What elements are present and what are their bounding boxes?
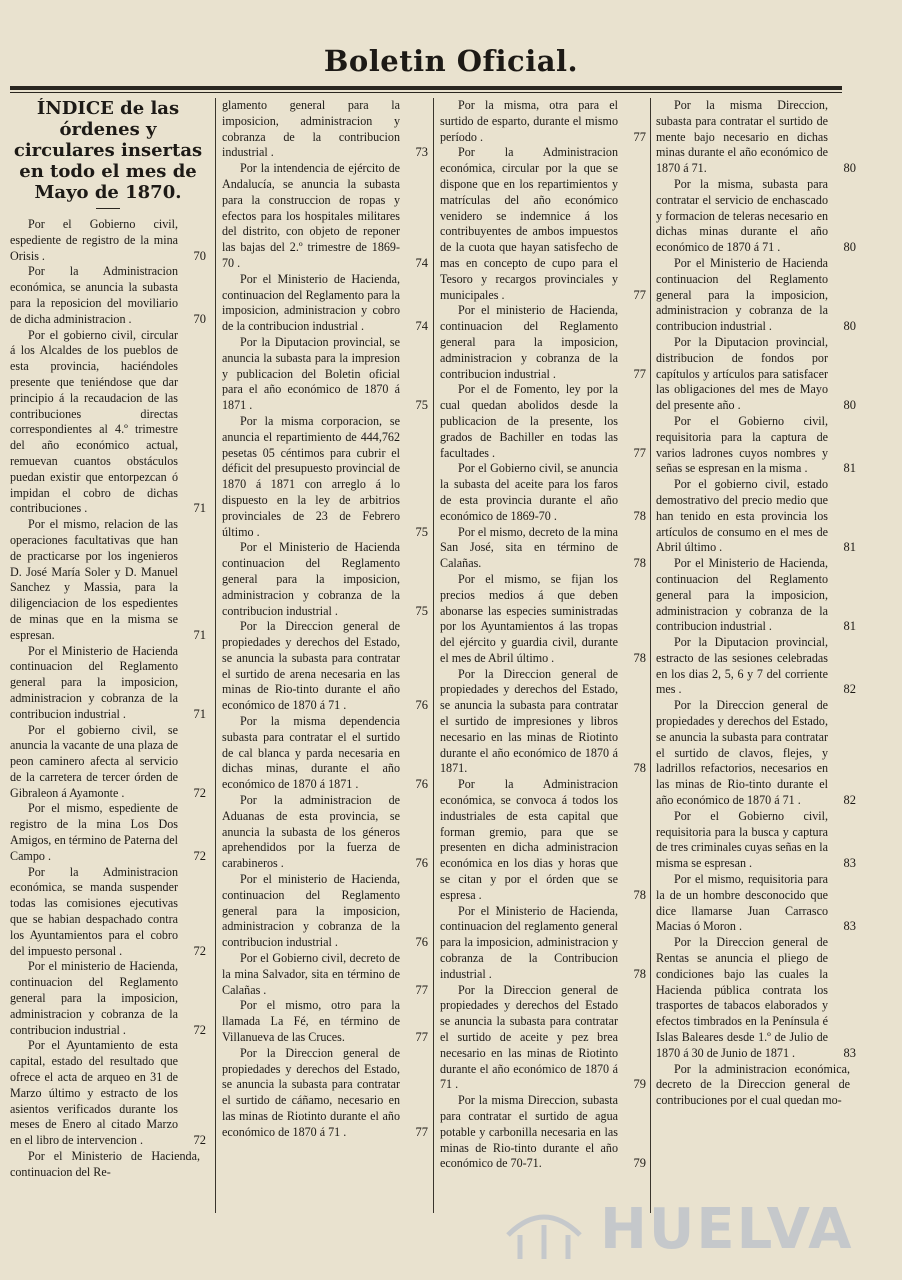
entry-text: Por el gobierno civil, se anuncia la vacante de una plaza de peon caminero afecta al servicio de la carretera de tercer órden de Gibraleon á Ayamonte . [10,722,178,800]
entry-page-number: 79 [633,1077,646,1092]
index-entry [656,809,856,872]
index-entry [222,272,428,335]
index-entry [222,998,428,1045]
entry-text: Por la intendencia de ejército de Andalucía, se anuncia la subasta para la construccion de ropas y efectos para los hospitales militares del distrito, con objeto de reponer las bajas del 2.º trimestre de 1869-70 . [222,161,400,270]
entry-text: Por el Gobierno civil, requisitoria para la busca y captura de tres criminales cuyas señas en la misma se espresan . [656,808,828,871]
entry-text: Por la misma dependencia subasta para contratar el el surtido de cal blanca y parda necesaria en dichas minas, durante el año económico de 1870 á 1871 . [222,714,400,792]
entries-list [656,98,856,1109]
index-entry [222,619,428,714]
index-entry [222,98,428,161]
masthead-title: Boletin Oficial. [323,44,579,78]
entry-text: Por la Administracion económica, circular por la que se dispone que en los repartimientos y matrículas del año económico venidero se indemnice á los contribuyentes de ambos impuestos de la cuota que hayan satisfecho de mas en concepto de cupo para el Tesoro y recargos provinciales y municipales . [440,145,618,302]
index-entry [440,667,646,778]
entry-page-number: 77 [633,366,646,381]
index-entry [222,540,428,619]
index-entry [222,1046,428,1141]
index-entry [222,414,428,540]
entry-page-number: 76 [415,935,428,950]
entry-text: Por la Direccion general de Rentas se anuncia el pliego de condiciones bajo las cuales la Hacienda pública contrata los trasportes de tabacos elaborados y efectos timbrados en la Península é Islas Baleares desde 1.º de Julio de 1870 á 30 de Junio de 1871 . [656,935,828,1060]
entry-text: Por el Ministerio de Hacienda continuacion del Reglamento general para la imposicion, administracion y cobranza de la contribucion industrial . [10,643,178,721]
entry-text: Por el mismo, otro para la llamada La Fé, en término de Villanueva de las Cruces. [222,998,400,1045]
entry-text: Por la administracion de Aduanas de esta provincia, se anuncia la subasta de los géneros aprehendidos por la fuerza de carabineros . [222,793,400,871]
entry-page-number: 75 [415,398,428,413]
entry-text: Por el mismo, relacion de las operaciones facultativas que han de practicarse por los ingenieros D. José María Soler y D. Manuel Sanchez y Massia, para la diligenciacion de los espedientes de minas que en la misma se espresan. [10,517,178,642]
entry-text: Por el gobierno civil, estado demostrativo del precio medio que han tenido en esta provincia los artículos de consumo en el mes de Abril último . [656,477,828,555]
entry-page-number: 78 [633,966,646,981]
entry-text: Por el Gobierno civil, requisitoria para la captura de varios ladrones cuyos nombres y señas se espresan en la misma . [656,413,828,476]
index-entry [222,161,428,272]
entry-page-number: 73 [415,145,428,160]
entry-page-number: 72 [193,1133,206,1148]
entry-text: Por el gobierno civil, circular á los Alcaldes de los pueblos de esta provincia, haciéndoles presente que teniéndose que dar principio á la recaudacion de las contribuciones directas correspondientes al 4.º trimestre del año económico actual, remuevan cuantos obstáculos puedan existir que entorpezcan ó impidan el cobro de dichas contribuciones . [10,327,178,516]
entry-page-number: 77 [415,1124,428,1139]
entry-page-number: 72 [193,785,206,800]
entry-page-number: 83 [843,1045,856,1060]
entry-page-number: 78 [633,761,646,776]
entry-text: Por el Ministerio de Hacienda continuacion del Reglamento general para la imposicion, administracion y cobranza de la contribucion industrial . [222,540,400,618]
entry-text: Por el Ministerio de Hacienda, continuacion del Reglamento general para la imposicion, administracion y cobranza de la contribucion industrial . [656,556,828,634]
column-3 [440,98,646,1278]
entry-page-number: 81 [843,619,856,634]
index-entry [10,217,206,264]
entry-page-number: 78 [633,887,646,902]
column-divider [650,98,651,1213]
index-entry [10,328,206,518]
index-entry [440,382,646,461]
entry-text: Por la Direccion general de propiedades y derechos del Estado se anuncia la subasta para contratar el surtido de aceite y pez brea necesario en las minas de Riotinto durante el año económico de 1870 á 71 . [440,982,618,1092]
entry-page-number: 78 [633,650,646,665]
entry-text: Por la misma Direccion, subasta para contratar el surtido de mente bajo necesario en dichas minas durante el año económico de 1870 á 71. [656,98,828,176]
entry-text: Por la Administracion económica, se anuncia la subasta para la reposicion del moviliario de dicha administracion . [10,264,178,326]
index-entry [440,777,646,903]
watermark-text: HUELVA [600,1197,854,1262]
entry-page-number: 78 [633,556,646,571]
index-entry [440,145,646,303]
index-entry [656,556,856,635]
index-entry [222,335,428,414]
column-2 [222,98,428,1278]
index-entry [10,959,206,1038]
index-title: ÍNDICE de las órdenes y circulares insertas en todo el mes de Mayo de 1870. [13,98,203,203]
entry-text: Por el mismo, decreto de la mina San José, sita en término de Calañas. [440,524,618,571]
entry-page-number: 70 [193,248,206,263]
entry-text: Por el mismo, espediente de registro de la mina Los Dos Amigos, en término de Paterna del Campo . [10,801,178,863]
masthead-rule-thick [10,86,842,90]
index-entry [656,1062,856,1109]
entry-text: Por el ministerio de Hacienda, continuacion del Reglamento general para la imposicion, administracion y cobranza de la contribucion industrial . [222,872,400,950]
entry-text: Por la Direccion general de propiedades y derechos del Estado, se anuncia la subasta para contratar el surtido de cáñamo, necesario en las minas de Riotinto durante el año económico de 1870 á 71 . [222,1045,400,1139]
entry-text: Por la Diputacion provincial, estracto de las sesiones celebradas en los dias 2, 5, 6 y 7 del corriente mes . [656,635,828,697]
index-entry [10,264,206,327]
index-entry [222,793,428,872]
entry-text: Por la Direccion general de propiedades y derechos del Estado, se anuncia la subasta para contratar el surtido de impresiones y libros necesario en las minas de Riotinto durante el año económico de 1870 á 1871. [440,666,618,776]
index-entry [656,477,856,556]
entry-page-number: 80 [843,240,856,255]
column-4 [656,98,856,1278]
index-entry [440,904,646,983]
column-divider [215,98,216,1213]
index-entry [656,935,856,1061]
index-entry [222,951,428,998]
index-entry [440,461,646,524]
index-entry [656,335,856,414]
index-entry [656,635,856,698]
entry-page-number: 76 [415,777,428,792]
entry-page-number: 71 [193,501,206,516]
entry-page-number: 80 [843,319,856,334]
entry-text: Por la Administracion económica, se manda suspender todas las comisiones ejecutivas que se habian despachado contra los Ayuntamientos para el cobro del impuesto personal . [10,864,178,958]
entries-list [10,217,206,1181]
entry-page-number: 75 [415,603,428,618]
entry-text: Por el Ministerio de Hacienda, continuacion del Re- [10,1149,200,1179]
entry-page-number: 79 [633,1156,646,1171]
masthead-rule-thin [10,92,842,93]
index-entry [222,714,428,793]
index-entry [440,98,646,145]
entry-page-number: 72 [193,1022,206,1037]
entry-page-number: 74 [415,255,428,270]
index-entry [656,414,856,477]
library-watermark-logo [500,1195,588,1267]
entry-page-number: 70 [193,311,206,326]
entry-page-number: 74 [415,319,428,334]
entry-page-number: 81 [843,540,856,555]
index-entry [440,983,646,1094]
entry-page-number: 82 [843,793,856,808]
index-entry [10,644,206,723]
index-entry [656,872,856,935]
index-entry [440,525,646,572]
entry-page-number: 72 [193,943,206,958]
entry-page-number: 83 [843,919,856,934]
title-divider [96,208,120,209]
entry-text: Por el Ayuntamiento de esta capital, estado del resultado que ofrece el acta de arqueo en 31 de Marzo último y estracto de los asientos verificados durante los meses de Enero al citado Marzo en el libro de intervencion . [10,1038,178,1148]
entry-text: Por la misma corporacion, se anuncia el repartimiento de 444,762 pesetas 05 céntimos para cubrir el déficit del presupuesto provincial de 1870 á 1871 con arreglo á lo dispuesto en la ley de arbitrios provinciales de 23 de Febrero último . [222,413,400,539]
entry-page-number: 77 [415,1030,428,1045]
entry-text: Por el ministerio de Hacienda, continuacion del Reglamento general para la imposicion, administracion y cobranza de la contribucion industrial . [440,303,618,381]
index-entry [10,1038,206,1149]
entry-text: Por la administracion económica, decreto de la Direccion general de contribuciones por el cual quedan mo- [656,1061,850,1108]
entry-text: Por el mismo, se fijan los precios medios á que deben abonarse las especies suministradas por los Ayuntamientos á las tropas del ejército y guardia civil, durante el mes de Abril último . [440,571,618,665]
entry-text: Por la Direccion general de propiedades y derechos del Estado, se anuncia la subasta para contratar el surtido de clavos, flejes, y ladrillos refactorios, necesarios en las minas de Rio-tinto durante el año económico de 1870 á 71 . [656,698,828,808]
index-entry [10,801,206,864]
entry-page-number: 71 [193,706,206,721]
entry-text: Por la misma, subasta para contratar el servicio de enchascado y formacion de teleras necesario en dichas minas durante el año económico de 1870 á 71 . [656,176,828,255]
entry-page-number: 75 [415,524,428,539]
entry-text: Por el Ministerio de Hacienda continuacion del Reglamento general para la imposicion, administracion y cobranza de la contribucion industrial . [656,255,828,334]
index-entry [440,572,646,667]
index-entry [656,177,856,256]
index-entry [10,517,206,643]
index-entry [656,98,856,177]
entry-text: Por el Ministerio de Hacienda, continuacion del reglamento general para la imposicion, administracion y cobranza de la Contribucion industrial . [440,903,618,981]
entry-page-number: 77 [633,129,646,144]
entry-text: Por la Direccion general de propiedades y derechos del Estado, se anuncia la subasta para contratar el surtido de arena necesaria en las minas de Rio-tinto durante el año económico de 1870 á 71 . [222,619,400,713]
index-entry [440,303,646,382]
entries-list [440,98,646,1172]
entry-text: Por la Administracion económica, se convoca á todos los industriales de esta capital que forman gremio, para que se presenten en dicha administracion económica en los dias y horas que se citan y por el órden que se espresa . [440,777,618,902]
entry-text: glamento general para la imposicion, administracion y cobranza de la contribucion industrial . [222,98,400,160]
entry-page-number: 77 [633,445,646,460]
entry-page-number: 72 [193,848,206,863]
entry-page-number: 80 [843,161,856,176]
entry-text: Por el Gobierno civil, espediente de registro de la mina Orisis . [10,217,178,263]
entry-text: Por la Diputacion provincial, se anuncia la subasta para la impresion y publicacion del Boletin oficial para el año económico de 1870 á 1871 . [222,334,400,413]
index-entry [222,872,428,951]
entry-page-number: 80 [843,398,856,413]
entry-text: Por el Gobierno civil, decreto de la mina Salvador, sita en término de Calañas . [222,951,400,997]
index-entry [10,1149,206,1181]
index-entry [656,256,856,335]
entry-text: Por la Diputacion provincial, distribucion de fondos por capítulos y artículos para satisfacer las obligaciones del mes de Mayo del presente año . [656,334,828,413]
entry-page-number: 77 [415,982,428,997]
entry-text: Por la misma Direccion, subasta para contratar el surtido de agua potable y carbonilla necesaria en las minas de Rio-tinto durante el año económico de 70-71. [440,1093,618,1171]
entry-page-number: 78 [633,508,646,523]
entry-text: Por el Gobierno civil, se anuncia la subasta del aceite para los faros de esta provincia durante el año económico de 1869-70 . [440,461,618,523]
entry-text: Por la misma, otra para el surtido de esparto, durante el mismo período . [440,98,618,144]
column-divider [433,98,434,1213]
entry-text: Por el mismo, requisitoria para la de un hombre desconocido que dice llamarse Juan Carrasco Macias ó Moron . [656,872,828,934]
entry-text: Por el Ministerio de Hacienda, continuacion del Reglamento para la imposicion, administracion y cobro de la contribucion industrial . [222,271,400,334]
entry-page-number: 81 [843,461,856,476]
entry-page-number: 71 [193,627,206,642]
index-entry [10,723,206,802]
entry-page-number: 83 [843,856,856,871]
entry-page-number: 82 [843,682,856,697]
column-1 [10,98,206,1278]
entries-list [222,98,428,1141]
entry-page-number: 76 [415,856,428,871]
entry-page-number: 76 [415,698,428,713]
entry-text: Por el ministerio de Hacienda, continuacion del Reglamento general para la imposicion, administracion y cobranza de la contribucion industrial . [10,959,178,1037]
index-entry [440,1093,646,1172]
index-entry [10,865,206,960]
entry-page-number: 77 [633,287,646,302]
index-entry [656,698,856,809]
entry-text: Por el de Fomento, ley por la cual quedan abolidos desde la publicacion de la presente, los grados de Bachiller en todas las facultades . [440,382,618,460]
